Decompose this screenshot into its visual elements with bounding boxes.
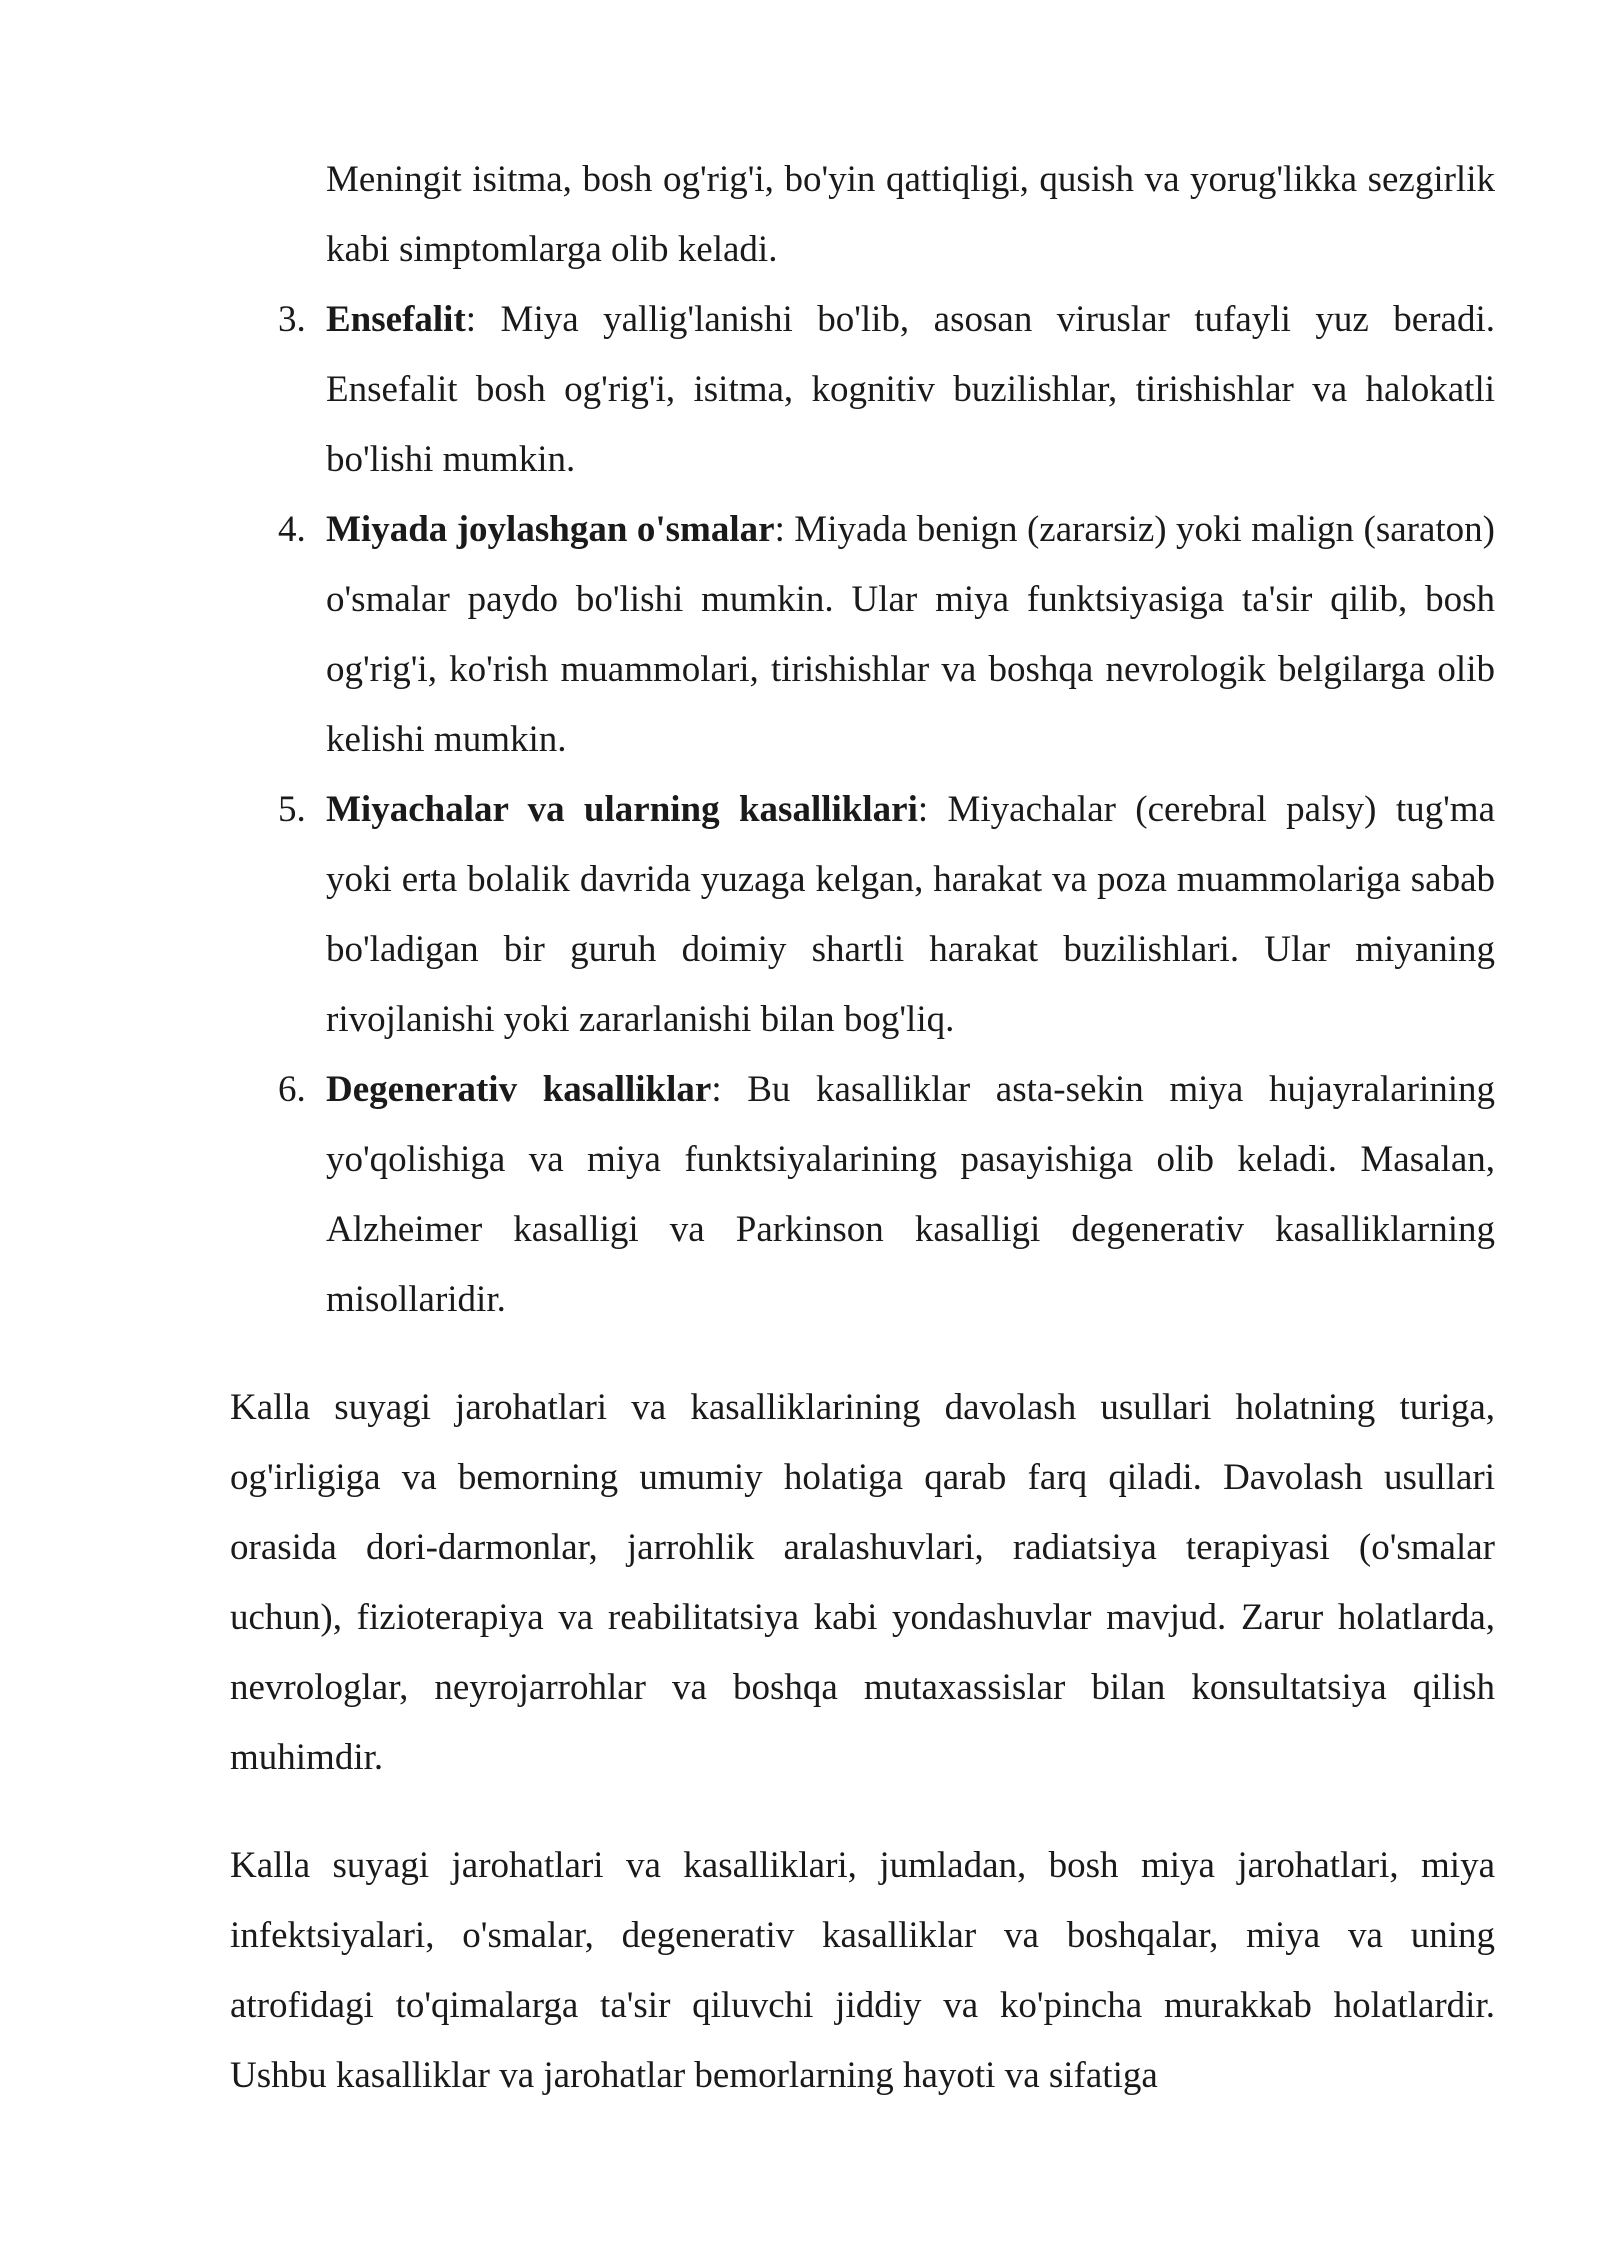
document-body xyxy=(230,145,1495,2111)
body-paragraph: Kalla suyagi jarohatlari va kasalliklari, jumladan, bosh miya jarohatlari, miya infektsiyalari, o'smalar, degenerativ kasalliklar va boshqalar, miya va uning atrofidagi to'qimalarga ta'sir qiluvchi jiddiy va ko'pincha murakkab holatlardir. Ushbu kasalliklar va jarohatlar bemorlarning hayoti va sifatiga xyxy=(230,1845,1495,2096)
list-term: Degenerativ kasalliklar xyxy=(326,1069,712,1110)
body-paragraph: Kalla suyagi jarohatlari va kasalliklarining davolash usullari holatning turiga, og'irligiga va bemorning umumiy holatiga qarab farq qiladi. Davolash usullari orasida dori-darmonlar, jarrohlik aralashuvlari, radiatsiya terapiyasi (o'smalar uchun), fizioterapiya va reabilitatsiya kabi yondashuvlar mavjud. Zarur holatlarda, nevrologlar, neyrojarrohlar va boshqa mutaxassislar bilan konsultatsiya qilish muhimdir. xyxy=(230,1387,1495,1778)
list-term: Miyachalar va ularning kasalliklari xyxy=(326,789,918,830)
list-term: Miyada joylashgan o'smalar xyxy=(326,509,775,550)
list-number: 3. xyxy=(278,299,306,340)
list-number: 4. xyxy=(278,509,306,550)
list-term: Ensefalit xyxy=(326,299,466,340)
list-text: : Miyachalar (cerebral palsy) tug'ma yoki erta bolalik davrida yuzaga kelgan, harakat va poza muammolariga sabab bo'ladigan bir guruh doimiy shartli harakat buzilishlari. Ular miyaning rivojlanishi yoki zararlanishi bilan bog'liq. xyxy=(326,789,1495,1040)
list-text: : Miya yallig'lanishi bo'lib, asosan viruslar tufayli yuz beradi. Ensefalit bosh og'rig'i, isitma, kognitiv buzilishlar, tirishishlar va halokatli bo'lishi mumkin. xyxy=(326,299,1495,480)
list-item xyxy=(230,285,1495,495)
numbered-list xyxy=(230,285,1495,1335)
list-text: : Miyada benign (zararsiz) yoki malign (saraton) o'smalar paydo bo'lishi mumkin. Ular miya funktsiyasiga ta'sir qilib, bosh og'rig'i, ko'rish muammolari, tirishishlar va boshqa nevrologik belgilarga olib kelishi mumkin. xyxy=(326,509,1496,760)
list-item-continuation: Meningit isitma, bosh og'rig'i, bo'yin qattiqligi, qusish va yorug'likka sezgirlik kabi simptomlarga olib keladi. xyxy=(326,159,1495,270)
list-number: 5. xyxy=(278,789,306,830)
list-number: 6. xyxy=(278,1069,306,1110)
list-item xyxy=(230,775,1495,1055)
list-item xyxy=(230,1055,1495,1335)
list-item xyxy=(230,495,1495,775)
list-text: : Bu kasalliklar asta-sekin miya hujayralarining yo'qolishiga va miya funktsiyalarining pasayishiga olib keladi. Masalan, Alzheimer kasalligi va Parkinson kasalligi degenerativ kasalliklarning misollaridir. xyxy=(326,1069,1496,1320)
